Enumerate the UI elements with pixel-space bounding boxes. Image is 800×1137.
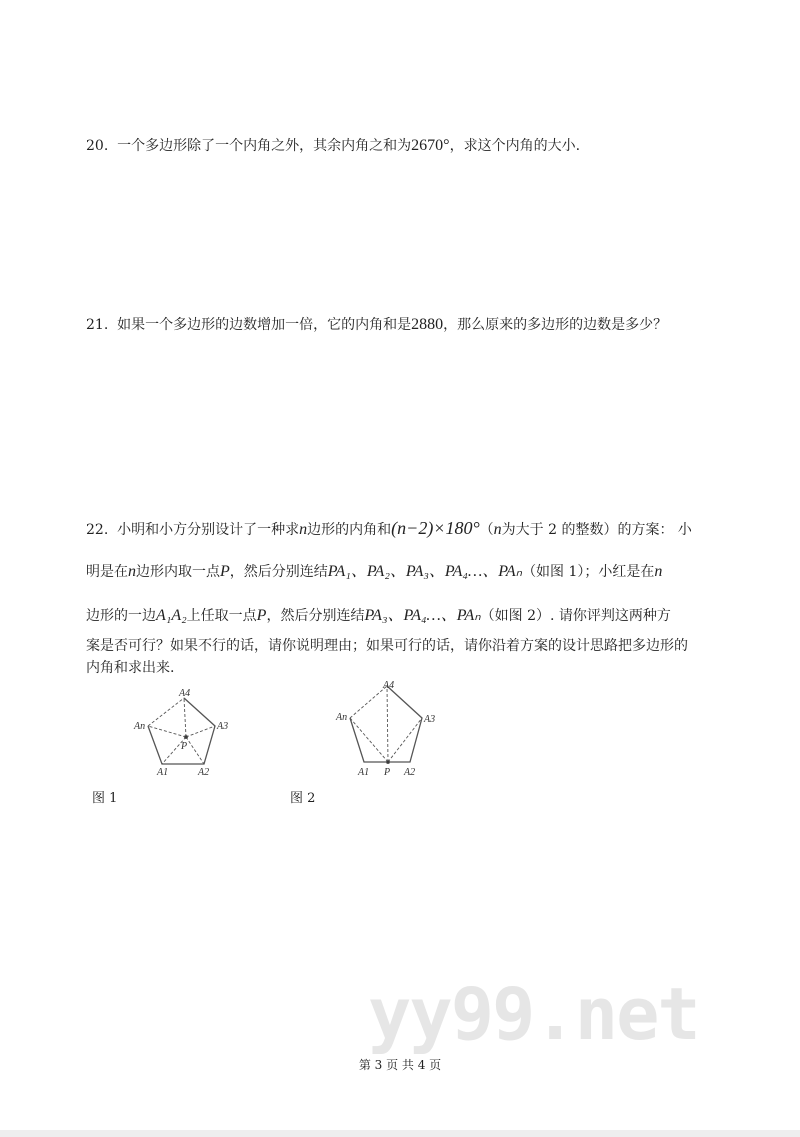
question-number: 22.: [86, 522, 109, 538]
question-text: 如果一个多边形的边数增加一倍，它的内角和是: [117, 317, 412, 333]
question-number: 20.: [86, 138, 109, 154]
point-p: [185, 736, 188, 739]
question-text: 边形内取一点: [136, 564, 220, 580]
math-value: 2670°: [411, 137, 450, 154]
question-text: ，然后分别连结: [266, 608, 365, 624]
question-text: 上任取一点: [186, 608, 257, 624]
math-var: n: [128, 563, 136, 580]
question-text: ，然后分别连结: [229, 564, 328, 580]
question-text: 边形的一边: [86, 608, 156, 624]
math-var: P: [256, 607, 267, 624]
question-text: 小明和小方分别设计了一种求: [117, 522, 300, 538]
question-22-line-5: 内角和求出来.: [86, 660, 175, 676]
label-a2: A2: [404, 767, 416, 778]
label-an: An: [134, 721, 146, 732]
figure-2-labels: [335, 680, 435, 778]
polygon-solid-edges: [350, 686, 422, 762]
question-text: 明是在: [86, 564, 128, 580]
figure-2: [350, 686, 422, 764]
question-text: （: [479, 522, 494, 538]
math-var: n: [654, 563, 663, 580]
math-var: A₁A₂: [156, 607, 187, 624]
figure-2-caption: 图 2: [290, 791, 316, 806]
math-var: P: [220, 563, 230, 580]
point-p: [387, 761, 390, 764]
math-list: PA₃、PA₄…、PAₙ: [364, 607, 481, 624]
question-22-line-4: 案是否可行？如果不行的话，请你说明理由；如果可行的话，请你沿着方案的设计思路把多边形的: [86, 638, 688, 654]
math-var: n: [493, 521, 502, 538]
figure-1: [148, 698, 215, 764]
question-text: 为大于 2 的整数）的方案： 小: [501, 522, 692, 538]
label-a4: A4: [383, 680, 395, 691]
question-text: （如图 2）. 请你评判这两种方: [480, 608, 671, 624]
label-a2: A2: [198, 767, 210, 778]
question-text: ，求这个内角的大小.: [449, 138, 581, 154]
question-text: 边形的内角和: [307, 522, 392, 538]
page-footer: 第 3 页 共 4 页: [358, 1058, 442, 1072]
math-formula: (n−2)×180°: [391, 518, 480, 538]
label-p: P: [384, 767, 391, 778]
page-edge: [0, 1130, 800, 1137]
label-a1: A1: [157, 767, 169, 778]
polygon-solid-edges: [148, 698, 215, 764]
label-p: P: [181, 741, 188, 752]
label-a1: A1: [358, 767, 370, 778]
figure-1-caption: 图 1: [92, 791, 118, 806]
label-an: An: [336, 712, 348, 723]
label-a3: A3: [217, 721, 229, 732]
watermark: yy99.net: [368, 972, 699, 1056]
question-text: 一个多边形除了一个内角之外，其余内角之和为: [117, 138, 412, 154]
math-value: 2880: [411, 316, 444, 333]
question-number: 21.: [86, 317, 109, 333]
question-text: （如图 1）；小红是在: [522, 564, 655, 580]
label-a4: A4: [179, 688, 191, 699]
math-var: n: [299, 521, 308, 538]
label-a3: A3: [424, 714, 436, 725]
math-list: PA₁、PA₂、PA₃、PA₄…、PAₙ: [327, 563, 523, 580]
question-text: ，那么原来的多边形的边数是多少？: [443, 317, 668, 333]
